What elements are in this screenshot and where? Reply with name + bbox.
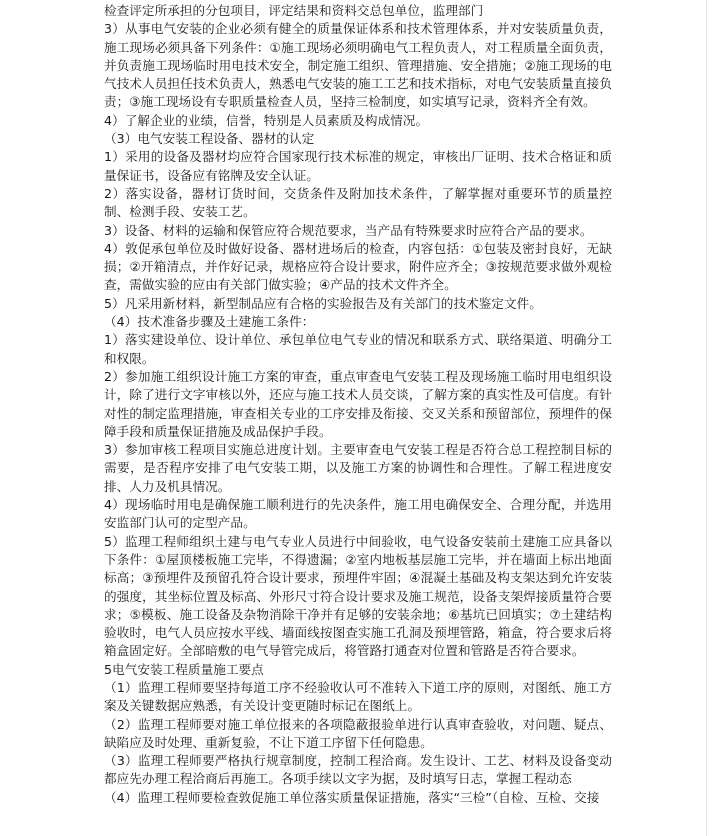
paragraph: 4）现场临时用电是确保施工顺利进行的先决条件，施工用电确保安全、合理分配，并选用安监部门认可的定型产品。 xyxy=(104,497,612,531)
paragraph: 3）参加审核工程项目实施总进度计划。主要审查电气安装工程是否符合总工程控制目标的需要，是否程序安排了电气安装工期，以及施工方案的协调性和合理性。了解工程进度安排、人力及机具情况。 xyxy=(104,442,612,494)
paragraph: （3）监理工程师要严格执行规章制度，控制工程洽商。发生设计、工艺、材料及设备变动都应先办理工程洽商后再施工。各项手续以文字为据，及时填写日志，掌握工程动态 xyxy=(104,753,612,787)
paragraph: 1）落实建设单位、设计单位、承包单位电气专业的情况和联系方式、联络渠道、明确分工和权限。 xyxy=(104,332,612,366)
paragraph: （2）监理工程师要对施工单位报来的各项隐蔽报验单进行认真审查验收，对问题、疑点、缺陷应及时处理、重新复验，不让下道工序留下任何隐患。 xyxy=(104,716,612,750)
section-heading: 5电气安装工程质量施工要点 xyxy=(104,661,264,677)
paragraph: （4）监理工程师要检查敦促施工单位落实质量保证措施，落实“三检”（自检、互检、交接 xyxy=(104,789,600,805)
paragraph: 5）凡采用新材料，新型制品应有合格的实验报告及有关部门的技术鉴定文件。 xyxy=(104,295,542,311)
paragraph: 5）监理工程师组织土建与电气专业人员进行中间验收，电气设备安装前土建施工应具备以下条件：①屋顶楼板施工完毕，不得遗漏；②室内地板基层施工完毕，并在墙面上标出地面标高；③预埋件及预留孔符合设计要求，预埋件牢固；④混凝土基础及构支架达到允许安装的强度，其坐标位置及标高、外形尺寸符合设计要求及施工规范，设备支架焊接质量符合要求；⑤模板、施工设备及杂物消除干净并有足够的安装余地；⑥基坑已回填实；⑦土建结构验收时，电气人员应按水平线、墙面线按图查实施工孔洞及预埋管路，箱盒，符合要求后将箱盒固定好。全部暗敷的电气导管完成后，将管路打通查对位置和管路是否符合要求。 xyxy=(104,533,612,659)
paragraph: 4）了解企业的业绩，信誉，特别是人员素质及构成情况。 xyxy=(104,112,429,128)
paragraph: 3）设备、材料的运输和保管应符合规范要求，当产品有特殊要求时应符合产品的要求。 xyxy=(104,222,593,238)
paragraph: 1）采用的设备及器材均应符合国家现行技术标准的规定，审核出厂证明、技术合格证和质量保证书，设备应有铭牌及安全认证。 xyxy=(104,149,612,183)
paragraph: 检查评定所承担的分包项目，评定结果和资料交总包单位，监理部门 xyxy=(104,3,484,18)
paragraph: 3）从事电气安装的企业必须有健全的质量保证体系和技术管理体系，并对安装质量负责，施工现场必须具备下列条件：①施工现场必须明确电气工程负责人，对工程质量全面负责，并负责施工现场临时用电技术安全，制定施工组织、管理措施、安全措施；②施工现场的电气技术人员担任技术负责人，熟悉电气安装的施工工艺和技术指标，对电气安装质量直接负责；③施工现场设有专职质量检查人员，坚持三检制度，如实填写记录，资料齐全有效。 xyxy=(104,21,612,110)
document-body xyxy=(104,2,612,807)
paragraph: 2）落实设备，器材订货时间，交货条件及附加技术条件，了解掌握对重要环节的质量控制、检测手段、安装工艺。 xyxy=(104,185,612,220)
section-heading: （4）技术准备步骤及土建施工条件： xyxy=(104,314,315,330)
paragraph: 4）敦促承包单位及时做好设备、器材进场后的检查，内容包括：①包装及密封良好，无缺损；②开箱清点，并作好记录，规格应符合设计要求，附件应齐全；③按规范要求做外观检查，需做实验的应由有关部门做实验；④产品的技术文件齐全。 xyxy=(104,240,612,293)
section-heading: （3）电气安装工程设备、器材的认定 xyxy=(104,131,315,147)
page-edge-divider xyxy=(706,0,707,836)
paragraph: 2）参加施工组织设计施工方案的审查，重点审查电气安装工程及现场施工临时用电组织设计，除了进行文字审核以外，还应与施工技术人员交谈，了解方案的真实性及可信度。有针对性的制定监理措施，审查相关专业的工序安排及衔接、交叉关系和预留部位，预埋件的保障手段和质量保证措施及成品保护手段。 xyxy=(104,368,612,439)
paragraph: （1）监理工程师要坚持每道工序不经验收认可不准转入下道工序的原则，对图纸、施工方案及关键数据应熟悉，有关设计变更随时标记在图纸上。 xyxy=(104,679,612,714)
